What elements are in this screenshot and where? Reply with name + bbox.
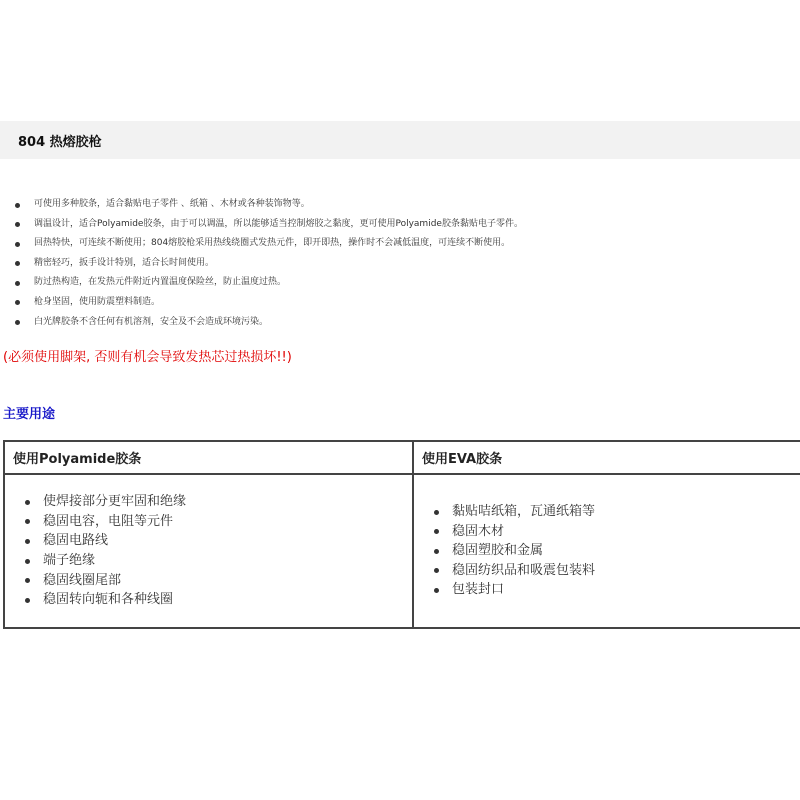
feature-list [0,195,800,332]
table-header-row [4,441,800,474]
usage-heading: 主要用途 [3,407,56,422]
warning-note: (必须使用脚架, 否则有机会导致发热芯过热损坏!!) [3,350,292,365]
list-item: 使焊接部分更牢固和绝缘 [5,492,412,512]
list-item: 稳固电路线 [5,531,412,551]
eva-uses-cell [413,474,800,628]
polyamide-uses-cell [4,474,413,628]
eva-uses-list [414,502,800,600]
column-header-polyamide: 使用Polyamide胶条 [4,441,413,474]
feature-item: 白光牌胶条不含任何有机溶剂，安全及不会造成环境污染。 [0,313,800,333]
list-item: 包装封口 [414,580,800,600]
list-item: 端子绝缘 [5,551,412,571]
title-bar [0,121,800,159]
feature-item: 调温设计，适合Polyamide胶条，由于可以调温，所以能够适当控制熔胶之黏度，更可使用Polyamide胶条黏贴电子零件。 [0,215,800,235]
list-item: 稳固电容，电阻等元件 [5,512,412,532]
feature-item: 精密轻巧，扳手设计特别，适合长时间使用。 [0,254,800,274]
list-item: 稳固木材 [414,522,800,542]
list-item: 黏贴咭纸箱，瓦通纸箱等 [414,502,800,522]
list-item: 稳固线圈尾部 [5,571,412,591]
feature-item: 回热特快，可连续不断使用；804熔胶枪采用热线绕圈式发热元件，即开即热，操作时不会减低温度，可连续不断使用。 [0,234,800,254]
feature-item: 防过热构造，在发热元件附近内置温度保险丝，防止温度过热。 [0,273,800,293]
polyamide-uses-list [5,492,412,610]
list-item: 稳固转向轭和各种线圈 [5,590,412,610]
usage-table [3,440,800,629]
list-item: 稳固纺织品和吸震包装料 [414,561,800,581]
table-row [4,474,800,628]
list-item: 稳固塑胶和金属 [414,541,800,561]
page-title: 804 热熔胶枪 [18,135,102,150]
column-header-eva: 使用EVA胶条 [413,441,800,474]
feature-item: 可使用多种胶条，适合黏贴电子零件 、纸箱 、木材或各种装饰物等。 [0,195,800,215]
feature-item: 枪身坚固，使用防震塑料制造。 [0,293,800,313]
